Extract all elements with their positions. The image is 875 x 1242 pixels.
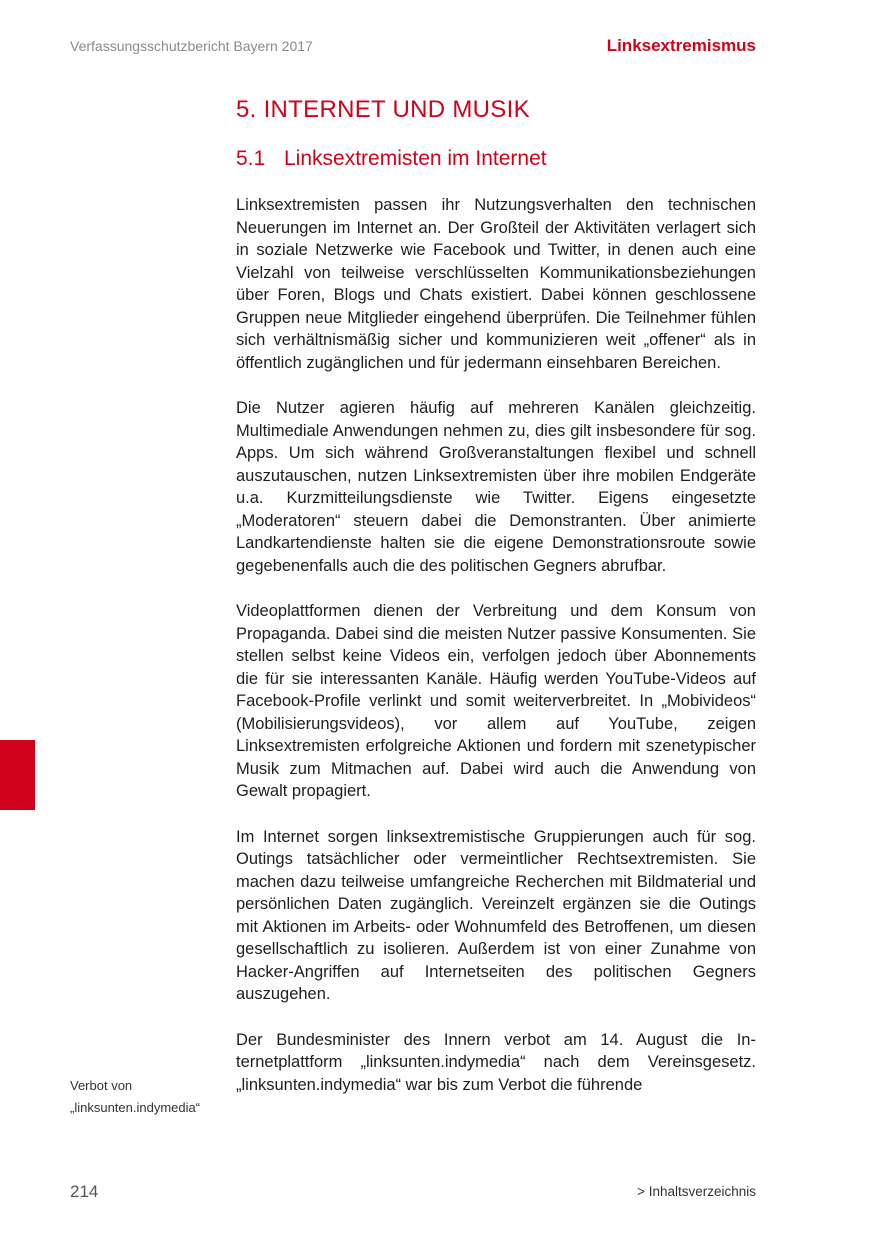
margin-note-line: „linksunten.indymedia“ bbox=[70, 1100, 201, 1115]
page-number: 214 bbox=[70, 1182, 99, 1201]
paragraph: Linksextremisten passen ihr Nutzungsverhalten den technischen Neuerungen im Internet an. Der Großteil der Aktivitäten verlagert sich in soziale Netzwerke wie Facebook und Twitter, in denen auch eine Vielzahl von teilweise verschlüsselten Kommunikationsbeziehungen über Foren, Blogs und Chats existiert. Dabei können geschlossene Gruppen neue Mitglieder eingehend überprüfen. Die Teilnehmer fühlen sich verhältnismäßig sicher und kommunizieren weit „offener“ als in öffentlich zugänglichen und für jedermann einsehbaren Bereichen. bbox=[236, 196, 756, 372]
subsection-heading bbox=[236, 147, 547, 171]
running-header: Verfassungsschutzbericht Bayern 2017 bbox=[70, 38, 313, 54]
subsection-title: Linksextremisten im Internet bbox=[284, 147, 547, 170]
paragraph: Der Bundesminister des Innern verbot am 14. August die Internetplattform „linksunten.indymedia“ nach dem Vereinsgesetz. „linksunten.indymedia“ war bis zum Verbot die führende bbox=[236, 1030, 756, 1094]
subsection-number: 5.1 bbox=[236, 147, 266, 170]
section-heading: 5. INTERNET UND MUSIK bbox=[236, 96, 530, 123]
paragraph: Die Nutzer agieren häufig auf mehreren Kanälen gleichzeitig. Multimediale Anwendungen nehmen zu, dies gilt insbesondere für sog. Apps. Um sich während Großveranstaltungen flexibel und schnell auszutauschen, nutzen Linksextremisten über ihre mobilen Endgeräte u.a. Kurzmitteilungsdienste wie Twitter. Eigens eingesetzte „Moderatoren“ steuern dabei die Demonstranten. Über animierte Landkartendienste halten sie die eigene Demonstrationsroute sowie gegebenenfalls auch die des politischen Gegners abrufbar. bbox=[236, 399, 756, 575]
margin-note bbox=[70, 1075, 230, 1119]
margin-note-line: Verbot von bbox=[70, 1078, 133, 1093]
paragraph: Videoplattformen dienen der Verbreitung und dem Konsum von Propaganda. Dabei sind die meisten Nutzer passive Konsumenten. Sie stellen selbst keine Videos ein, verfolgen jedoch über Abonnements die für sie interessanten Kanäle. Häufig werden YouTube-Videos auf Facebook-Profile verlinkt und somit weiterverbreitet. In „Mobivideos“ (Mobilisierungsvideos), vor allem auf YouTube, zeigen Linksextremisten erfolgreiche Aktionen und fordern mit szenetypischer Musik zum Mitmachen auf. Dabei wird auch die Anwendung von Gewalt propagiert. bbox=[236, 602, 756, 800]
paragraph: Im Internet sorgen linksextremistische Gruppierungen auch für sog. Outings tatsächlicher oder vermeintlicher Rechtsextremisten. Sie machen dazu teilweise umfangreiche Recherchen mit Bildmaterial und persönlichen Daten zugänglich. Vereinzelt ergänzen sie die Outings mit Aktionen im Arbeits- oder Wohnumfeld des Betroffenen, um diesen gesellschaftlich zu isolieren. Außerdem ist von einer Zunahme von Hacker-Angriffen auf Internetseiten des politischen Gegners auszugehen. bbox=[236, 827, 756, 1003]
body-text bbox=[236, 194, 756, 1119]
chapter-title: Linksextremismus bbox=[606, 36, 756, 55]
table-of-contents-link[interactable]: > Inhaltsverzeichnis bbox=[637, 1184, 756, 1199]
chapter-marker bbox=[0, 740, 35, 810]
